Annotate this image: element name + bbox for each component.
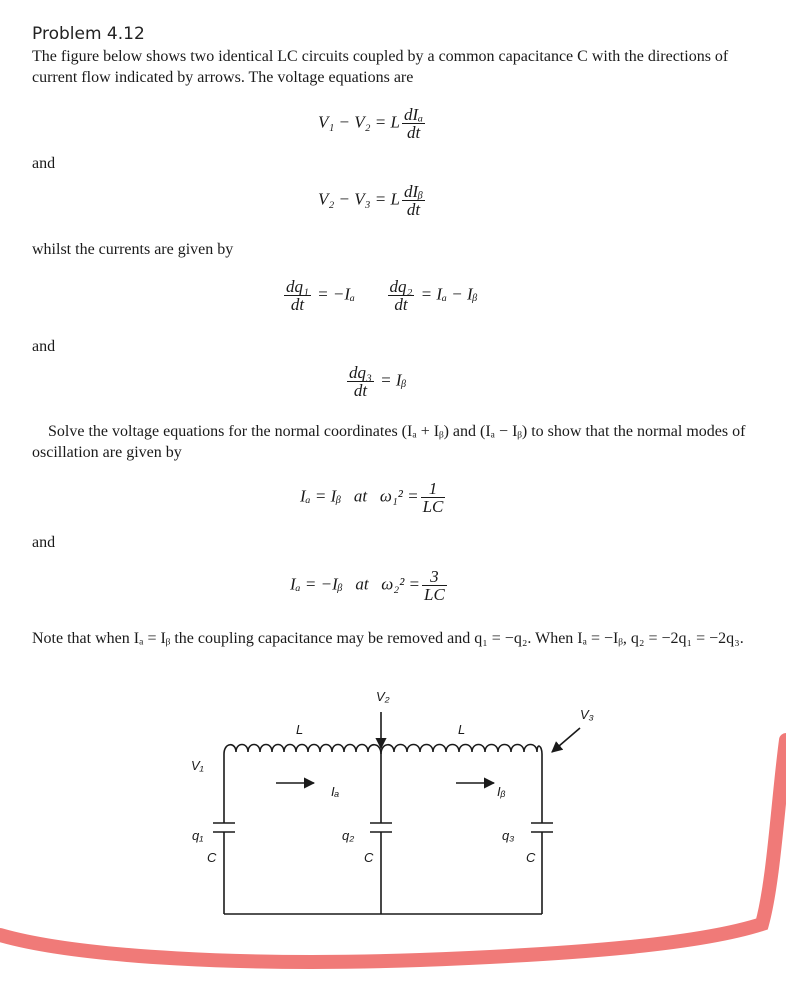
and-text-2: and <box>32 338 56 355</box>
label-c-right: C <box>526 850 536 865</box>
right-capacitor <box>531 823 553 832</box>
mode1-lhs: Iₐ = Iᵦ at ω₁² = <box>300 486 419 506</box>
mode1-numerator: 1 <box>421 480 446 498</box>
problem-title: Problem 4.12 <box>32 24 145 44</box>
label-v2: V₂ <box>376 689 390 704</box>
eq3-denominator-2: dt <box>394 295 408 314</box>
eq1-numerator: dIₐ <box>404 105 424 124</box>
eq3-middle-1: = −Iₐ <box>317 284 355 304</box>
eq4-denominator: dt <box>353 381 368 400</box>
label-ia: Iₐ <box>331 784 340 799</box>
v3-arrow <box>552 728 580 752</box>
mode2-numerator: 3 <box>422 568 447 586</box>
label-c-left: C <box>207 850 217 865</box>
left-capacitor <box>213 823 235 832</box>
label-q2: q₂ <box>342 828 355 843</box>
eq2-denominator: dt <box>406 200 421 219</box>
eq4-numerator: dq₃ <box>349 363 372 382</box>
label-q1: q₁ <box>192 828 204 843</box>
label-l-left: L <box>296 722 304 737</box>
eq1-denominator: dt <box>406 123 421 142</box>
eq2-lhs: V₂ − V₃ = L <box>318 189 400 209</box>
label-q3: q₃ <box>502 828 515 843</box>
pink-highlight-stroke <box>0 740 786 962</box>
right-inductor <box>381 745 542 755</box>
eq1-lhs: V₁ − V₂ = L <box>318 112 400 132</box>
mode2-lhs: Iₐ = −Iᵦ at ω₂² = <box>290 574 421 594</box>
label-l-right: L <box>458 722 466 737</box>
solve-paragraph: Solve the voltage equations for the normal coordinates (Iₐ + Iᵦ) and (Iₐ − Iᵦ) to show that the normal modes of oscillation are given by <box>32 423 746 461</box>
label-v3: V₃ <box>580 707 594 722</box>
and-text-1: and <box>32 155 56 172</box>
and-text-3: and <box>32 534 56 551</box>
middle-capacitor <box>370 823 392 832</box>
eq4-rhs: = Iᵦ <box>380 370 407 390</box>
label-v1: V₁ <box>191 758 204 773</box>
eq3-middle-2: = Iₐ − Iᵦ <box>420 284 478 304</box>
label-ib: Iᵦ <box>497 784 506 799</box>
left-inductor <box>224 745 381 755</box>
note-paragraph: Note that when Iₐ = Iᵦ the coupling capacitance may be removed and q₁ = −q₂. When Iₐ = −Iᵦ, q₂ = −2q₁ = −2q₃. <box>32 630 744 647</box>
eq3-numerator-1: dq₁ <box>286 277 309 296</box>
intro-paragraph: The figure below shows two identical LC circuits coupled by a common capacitance C with the directions of current flow indicated by arrows. The voltage equations are <box>32 48 729 86</box>
eq3-numerator-2: dq₂ <box>389 277 413 296</box>
eq2-numerator: dIᵦ <box>404 182 423 201</box>
mode2-denominator: LC <box>424 585 445 604</box>
whilst-text: whilst the currents are given by <box>32 241 234 258</box>
mode1-denominator: LC <box>422 497 444 516</box>
label-c-middle: C <box>364 850 374 865</box>
eq3-denominator-1: dt <box>290 295 305 314</box>
